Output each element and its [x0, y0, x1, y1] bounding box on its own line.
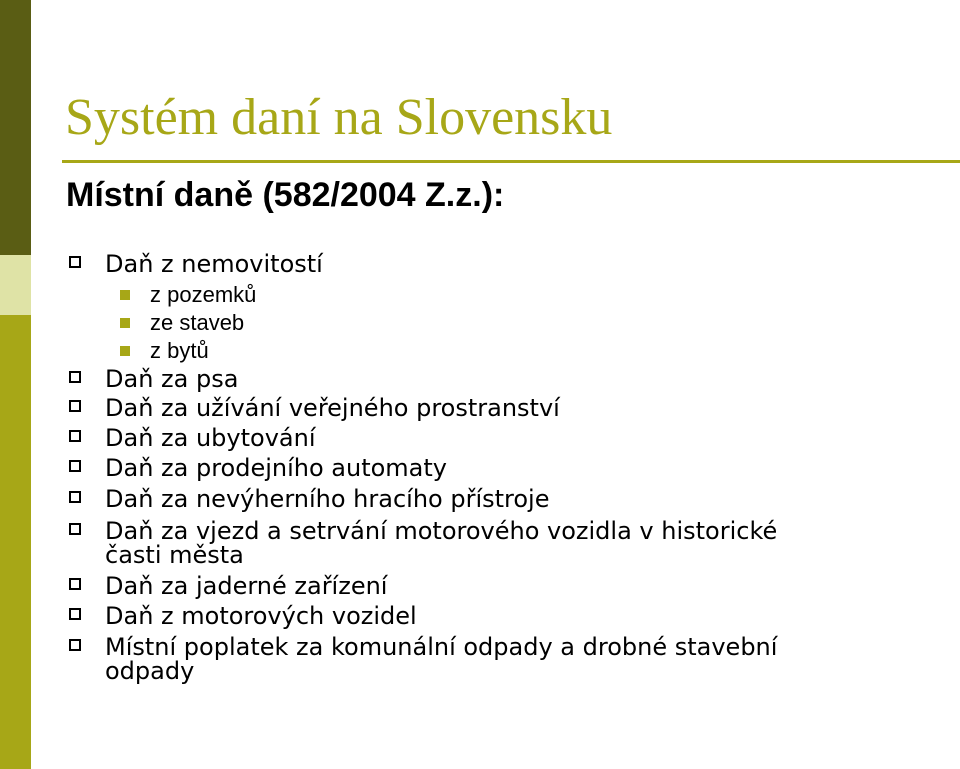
- filled-square-bullet-icon: [120, 346, 130, 356]
- list-item: [105, 396, 560, 420]
- list-item-text: Místní poplatek za komunální odpady a drobné stavební: [105, 633, 778, 661]
- square-bullet-icon: [69, 578, 81, 590]
- list-item: [105, 367, 238, 391]
- list-item-text: Daň za vjezd a setrvání motorového vozidla v historické: [105, 517, 778, 545]
- list-item-text-continuation: odpady: [105, 657, 195, 685]
- list-item-text-continuation: časti města: [105, 541, 244, 569]
- slide-subtitle: Místní daně (582/2004 Z.z.):: [66, 176, 505, 214]
- sub-list-item: [150, 310, 244, 336]
- list-item: [105, 252, 323, 276]
- list-item-text: Daň z nemovitostí: [105, 250, 323, 278]
- list-item: [105, 604, 417, 628]
- list-item-text: Daň za ubytování: [105, 424, 316, 452]
- sub-list-item-text: z bytů: [150, 338, 209, 363]
- list-item-text: Daň za užívání veřejného prostranství: [105, 394, 560, 422]
- square-bullet-icon: [69, 430, 81, 442]
- list-item-text: Daň za prodejního automaty: [105, 454, 447, 482]
- list-item: [105, 635, 777, 683]
- list-item: [105, 487, 549, 511]
- list-item-text: Daň za psa: [105, 365, 239, 393]
- sub-list-item-text: z pozemků: [150, 282, 257, 307]
- side-bar-light: [0, 255, 31, 315]
- filled-square-bullet-icon: [120, 318, 130, 328]
- list-item: [105, 574, 387, 598]
- square-bullet-icon: [69, 639, 81, 651]
- list-item-text: Daň za jaderné zařízení: [105, 572, 388, 600]
- slide-title: Systém daní na Slovensku: [65, 89, 613, 146]
- side-bar-accent: [0, 315, 31, 769]
- square-bullet-icon: [69, 460, 81, 472]
- sub-list-item-text: ze staveb: [150, 310, 245, 335]
- list-item: [105, 519, 777, 567]
- list-item-text: Daň za nevýherního hracího přístroje: [105, 485, 550, 513]
- square-bullet-icon: [69, 491, 81, 503]
- square-bullet-icon: [69, 400, 81, 412]
- filled-square-bullet-icon: [120, 290, 130, 300]
- side-bar-dark: [0, 0, 31, 255]
- title-rule: [62, 160, 960, 163]
- list-item-text: Daň z motorových vozidel: [105, 602, 417, 630]
- square-bullet-icon: [69, 608, 81, 620]
- sub-list-item: [150, 282, 256, 308]
- square-bullet-icon: [69, 256, 81, 268]
- sub-list-item: [150, 338, 209, 364]
- list-item: [105, 426, 316, 450]
- square-bullet-icon: [69, 371, 81, 383]
- square-bullet-icon: [69, 523, 81, 535]
- list-item: [105, 456, 447, 480]
